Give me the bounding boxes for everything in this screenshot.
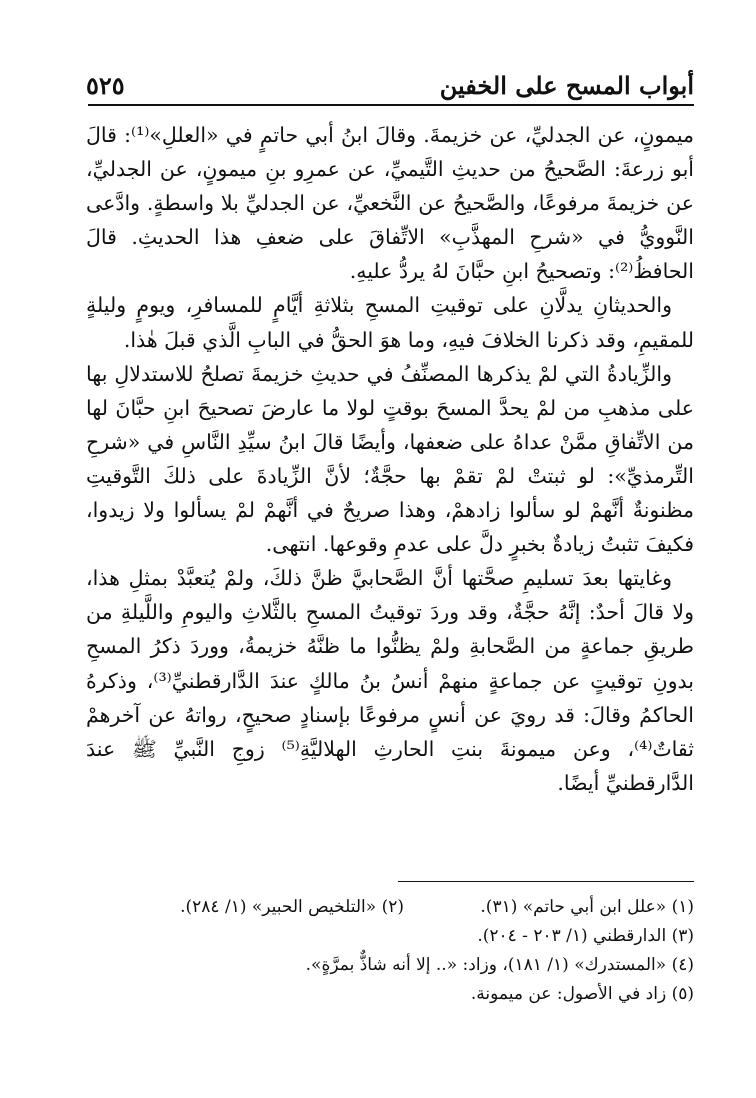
footnote-5: (٥) زاد في الأصول: عن ميمونة.: [470, 984, 694, 1004]
header-divider: [88, 104, 694, 106]
page-header: [86, 62, 694, 100]
footnote-2: (٢) «التلخيص الحبير» (١/ ٢٨٤).: [180, 897, 404, 917]
paragraph: والحديثانِ يدلَّانِ على توقيتِ المسحِ بثلاثةِ أيَّامٍ للمسافرِ، ويومٍ وليلةٍ للمقيمِ، وقد ذكرنا الخلافَ فيهِ، وما هوَ الحقُّ في البابِ الَّذي قبلَ هٰذا.: [86, 293, 694, 352]
footnote-1: (١) «علل ابن أبي حاتم» (٣١).: [480, 897, 694, 917]
paragraph: وغايتها بعدَ تسليمِ صحَّتها أنَّ الصَّحابيَّ ظنَّ ذلكَ، ولمْ يُتعبَّدْ بمثلِ هذا، ولا قالَ أحدٌ: إنَّهُ حجَّةٌ، وقد وردَ توقيتُ المسحِ بالثَّلاثِ واليومِ واللَّيلةِ من طريقِ جماعةٍ من الصَّحابةِ ولمْ يظنُّوا ما ظنَّهُ خزيمةُ، ووردَ ذكرُ المسحِ بدونِ توقيتٍ عن جماعةٍ منهمْ أنسُ بنُ مالكٍ عندَ الدَّارقطنيِّ⁽³⁾، وذكرهُ الحاكمُ وقالَ: قد رويَ عن أنسٍ مرفوعًا بإسنادٍ صحيحٍ، رواتهُ عن آخرهمْ ثقاتٌ⁽⁴⁾، وعن ميمونةَ بنتِ الحارثِ الهلاليَّةِ⁽⁵⁾ زوجِ النَّبيِّ ﷺ عندَ الدَّارقطنيِّ أيضًا.: [86, 566, 694, 795]
footnotes: [86, 893, 694, 1009]
main-text: [86, 118, 694, 800]
footnote-row: [86, 980, 694, 1009]
paragraph: والزِّيادةُ التي لمْ يذكرها المصنِّفُ في حديثِ خزيمةَ تصلحُ للاستدلالِ بها على مذهبِ من لمْ يحدَّ المسحَ بوقتٍ لولا ما عارضَ تصحيحَ ابنِ حبَّانَ لها من الاتِّفاقِ ممَّنْ عداهُ على ضعفها، وأيضًا قالَ ابنُ سيِّدِ النَّاسِ في «شرحِ التِّرمذيِّ»: لو ثبتتْ لمْ تقمْ بها حجَّةٌ؛ لأنَّ الزِّيادةَ على ذلكَ التَّوقيتِ مظنونةٌ أنَّهمْ لو سألوا زادهمْ، وهذا صريحٌ في أنَّهمْ لمْ يسألوا ولا زيدوا، فكيفَ تثبتُ زيادةٌ بخبرٍ دلَّ على عدمِ وقوعها. انتهى.: [86, 361, 694, 557]
footnote-divider: [398, 881, 694, 882]
footnote-row: [86, 922, 694, 951]
paragraph: ميمونٍ، عن الجدليِّ، عن خزيمةَ. وقالَ ابنُ أبي حاتمٍ في «العللِ»⁽¹⁾: قالَ أبو زرعةَ: الصَّحيحُ من حديثِ التَّيميِّ، عن عمرِو بنِ ميمونٍ، عن الجدليِّ، عن خزيمةَ مرفوعًا، والصَّحيحُ عن النَّخعيِّ، عن الجدليِّ بلا واسطةٍ. وادَّعى النَّوويُّ في «شرحِ المهذَّبِ» الاتِّفاقَ على ضعفِ هذا الحديثِ. قالَ الحافظُ⁽²⁾: وتصحيحُ ابنِ حبَّانَ لهُ يردُّ عليهِ.: [86, 123, 694, 284]
page-number: ٥٢٥: [86, 71, 125, 100]
running-title: أبواب المسح على الخفين: [439, 71, 694, 100]
footnote-row: [86, 893, 694, 922]
footnote-3: (٣) الدارقطني (١/ ٢٠٣ - ٢٠٤).: [477, 926, 694, 946]
footnote-row: [86, 951, 694, 980]
footnote-4: (٤) «المستدرك» (١/ ١٨١)، وزاد: «.. إلا أنه شاذٌّ بمرَّةٍ».: [305, 955, 694, 975]
